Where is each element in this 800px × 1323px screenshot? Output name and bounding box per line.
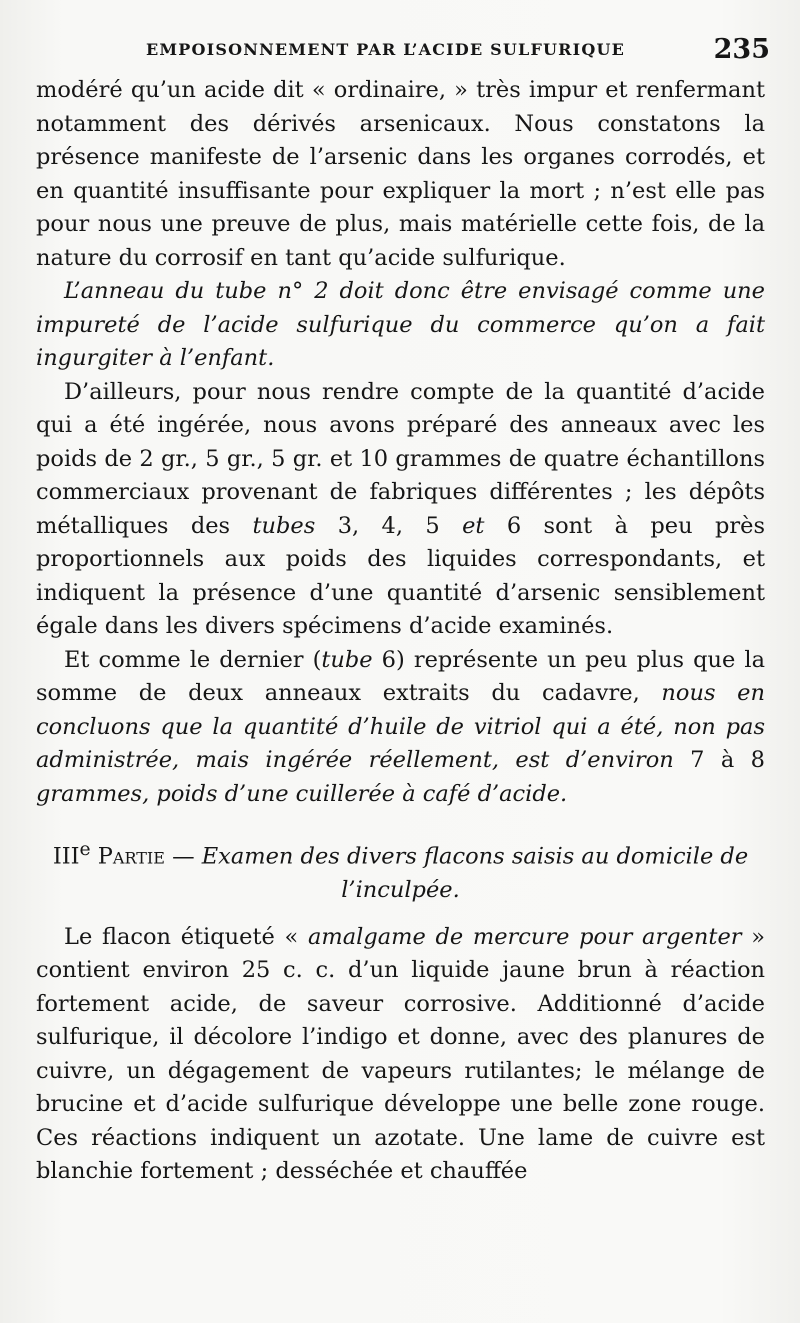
paragraph-2-italic: L’anneau du tube n° 2 doit donc être envisagé comme une impureté de l’acide sulfurique du commerce qu’on a fait ingurgiter à l’enfant.: [36, 278, 765, 371]
paragraph-5: [36, 921, 765, 1189]
part-word: Partie: [97, 843, 165, 870]
paragraph-3-italic-et: et: [462, 512, 485, 539]
paragraph-4-italic-end: grammes, poids d’une cuillerée à café d’acide.: [36, 780, 568, 807]
paragraph-3-text-a: D’ailleurs, pour nous rendre compte de la quantité d’acide qui a été ingérée, nous avons préparé des anneaux avec les poids de 2 gr., 5 gr., 5 gr. et 10 grammes de quatre échantillons commerciaux provenant de fabriques différentes ; les dépôts métalliques des: [36, 378, 765, 539]
page-header: [36, 34, 770, 74]
paragraph-4-italic-conclusion: nous en concluons que la quantité d’huile de vitriol qui a été, non pas administrée, mais ingérée réellement, est d’environ: [36, 680, 765, 773]
paragraph-5-italic-label: amalgame de mercure pour argenter: [307, 923, 742, 950]
paragraph-4: [36, 644, 765, 812]
part-heading: [36, 833, 765, 907]
paragraph-4-text-c: 6) représente un peu plus que la somme de deux anneaux extraits du cadavre,: [36, 646, 766, 706]
paragraph-1: modéré qu’un acide dit « ordinaire, » très impur et renfermant notamment des dérivés arsenicaux. Nous constatons la présence manifeste de l’arsenic dans les organes corrodés, et en quantité insuffisante pour expliquer la mort ; n’est elle pas pour nous une preuve de plus, mais matérielle cette fois, de la nature du corrosif en tant qu’acide sulfurique.: [36, 77, 765, 271]
page-body: [36, 74, 765, 1189]
paragraph-3: [36, 376, 765, 644]
part-number: III: [52, 843, 80, 870]
running-title: EMPOISONNEMENT PAR L’ACIDE SULFURIQUE: [146, 40, 626, 59]
paragraph-5-text-c: » contient environ 25 c. c. d’un liquide jaune brun à réaction fortement acide, de saveur corrosive. Additionné d’acide sulfurique, il décolore l’indigo et donne, avec des planures de cuivre, un dégagement de vapeurs rutilantes; le mélange de brucine et d’acide sulfurique développe une belle zone rouge. Ces réactions indiquent un azotate. Une lame de cuivre est blanchie fortement ; desséchée et chauffée: [36, 923, 766, 1184]
part-superscript: e: [79, 839, 91, 860]
paragraph-4-italic-tube: tube: [321, 646, 373, 673]
paragraph-3-italic-tubes: tubes: [252, 512, 316, 539]
paragraph-3-text-e: 6 sont à peu près proportionnels aux poids des liquides correspondants, et indiquent la présence d’une quantité d’arsenic sensiblement égale dans les divers spécimens d’acide examinés.: [36, 512, 765, 639]
paragraph-3-text-c: 3, 4, 5: [315, 512, 463, 539]
paragraph-5-text-a: Le flacon étiqueté «: [64, 923, 308, 950]
paragraph-4-text-a: Et comme le dernier (: [64, 646, 322, 673]
part-dash: —: [164, 843, 202, 870]
paragraph-4-text-e: 7 à 8: [673, 747, 765, 773]
page-number: 235: [713, 34, 770, 65]
part-title: Examen des divers flacons saisis au domicile de l’inculpée.: [201, 843, 749, 903]
paragraph-2: [36, 275, 765, 376]
